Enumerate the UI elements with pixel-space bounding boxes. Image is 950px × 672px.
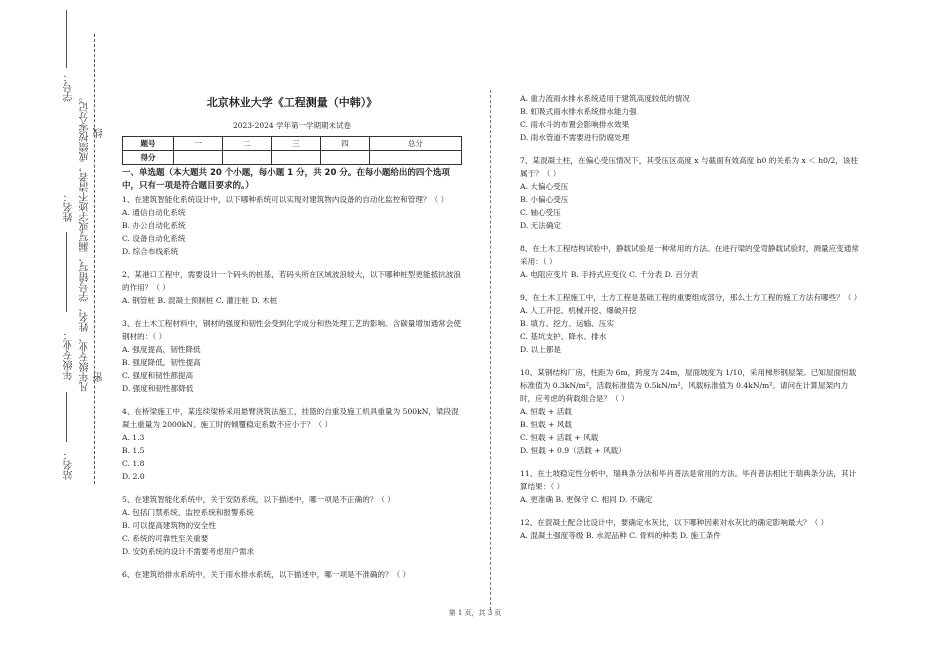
answer-option: C. 基坑支护、降水、排水 <box>520 332 607 341</box>
question-text: 12、在混凝土配合比设计中，要确定水灰比，以下哪种因素对水灰比的确定影响最大？（ ） <box>520 518 829 527</box>
question-text: 11、在土坡稳定性分析中，瑞典条分法和毕肖普法是常用的方法。毕肖普法相比于瑞典条分法，其计算结果：（ ） <box>520 469 857 491</box>
answer-option: A. 更准确 B. 更保守 C. 相同 D. 不确定 <box>520 495 653 504</box>
exam-room-label: 站名： <box>64 450 75 480</box>
answer-option: A. 电阻应变片 B. 手持式应变仪 C. 千分表 D. 百分表 <box>520 270 699 279</box>
column-divider <box>490 90 491 610</box>
score-table-header-row <box>123 137 462 151</box>
answer-option: A. 通信自动化系统 <box>122 208 186 217</box>
seal-dashed-line <box>94 34 95 484</box>
seal-mark-text: 密 <box>94 372 105 382</box>
score-blank-cell <box>369 151 461 165</box>
score-cell: 题号 <box>123 137 174 151</box>
page-footer: 第 1 页，共 3 页 <box>448 609 502 617</box>
name-label: 姓名： <box>64 192 75 222</box>
score-cell: 三 <box>271 137 320 151</box>
answer-option: B. 强度降低，韧性提高 <box>122 358 201 367</box>
answer-option: C. 系统的可靠性至关重要 <box>122 534 209 543</box>
question-item <box>122 405 462 483</box>
answer-option: A. 大偏心受压 <box>520 182 569 191</box>
question-text: 5、在建筑智能化系统中，关于安防系统，以下描述中，哪一项是不正确的？（ ） <box>122 495 396 504</box>
answer-option: D. 雨水管道不需要进行防腐处理 <box>520 133 630 142</box>
question-item <box>122 317 462 395</box>
question-item <box>520 366 860 457</box>
score-cell: 一 <box>174 137 223 151</box>
question-item <box>520 242 860 281</box>
section-heading: 一、单选题（本大题共 20 个小题，每小题 1 分，共 20 分。在每小题给出的四个选项中，只有一项是符合题目要求的。） <box>122 168 450 191</box>
question-text: 7、某混凝土柱，在偏心受压情况下，其受压区高度 x 与截面有效高度 h0 的关系为 x ＜ h0/2，该柱属于？（ ） <box>520 156 859 178</box>
answer-option: B. 办公自动化系统 <box>122 221 186 230</box>
answer-option: C. 设备自动化系统 <box>122 234 186 243</box>
student-id-blank <box>66 10 67 68</box>
left-question-list <box>122 193 462 581</box>
answer-option: C. 1.8 <box>122 459 145 468</box>
question-item <box>122 193 462 258</box>
answer-option: D. 恒载 + 0.9（活载 + 风载） <box>520 446 626 455</box>
answer-option: D. 安防系统的设计不需要考虑用户需求 <box>122 547 255 556</box>
score-cell: 四 <box>320 137 369 151</box>
answer-option: B. 小偏心受压 <box>520 195 569 204</box>
question-text: 3、在土木工程材料中，钢材的强度和韧性会受到化学成分和热处理工艺的影响。含碳量增加通常会使钢材的：（ ） <box>122 319 461 341</box>
binding-margin <box>0 0 110 672</box>
score-cell: 总分 <box>369 137 461 151</box>
question-text: 2、某港口工程中，需要设计一个码头的桩基，若码头所在区域波浪较大，以下哪种桩型更能抵抗波浪的作用？（ ） <box>122 270 461 292</box>
question-item <box>520 291 860 356</box>
answer-option: C. 轴心受压 <box>520 208 561 217</box>
score-table-score-row <box>123 151 462 165</box>
score-cell: 二 <box>222 137 271 151</box>
question-text: 6、在建筑给排水系统中，关于雨水排水系统，以下描述中，哪一项是不准确的？（ ） <box>122 570 411 579</box>
question-item <box>122 268 462 307</box>
right-question-list <box>520 92 860 542</box>
answer-option: D. 综合布线系统 <box>122 247 179 256</box>
answer-option: C. 恒载 + 活载 + 风载 <box>520 433 599 442</box>
student-id-label: 学号： <box>64 72 75 102</box>
name-blank <box>66 232 67 312</box>
score-blank-cell <box>174 151 223 165</box>
grade-major-label: 年级专业： <box>64 330 75 380</box>
score-blank-cell <box>320 151 369 165</box>
answer-option: A. 恒载 + 活载 <box>520 407 572 416</box>
binding-instruction: 凡年级专业、姓名、学号错写、漏写或字迹不清者，成绩按零分记。 <box>80 92 91 392</box>
seal-line-text: 线 <box>94 128 105 138</box>
answer-option: A. 1.3 <box>122 433 145 442</box>
question-text: 4、在桥梁施工中，某连续梁桥采用悬臂浇筑法施工，挂篮的自重及施工机具重量为 500kN，梁段混凝土重量为 2000kN。施工时的倾覆稳定系数不应小于？（ ） <box>122 407 459 429</box>
answer-option: C. 强度和韧性都提高 <box>122 371 194 380</box>
right-column <box>520 92 860 542</box>
exam-title: 北京林业大学《工程测量（中韩）》 <box>206 96 378 109</box>
answer-option: D. 2.0 <box>122 472 145 481</box>
answer-option: A. 人工开挖、机械开挖、爆破开挖 <box>520 306 637 315</box>
answer-option: A. 钢管桩 B. 混凝土预制桩 C. 灌注桩 D. 木桩 <box>122 296 278 305</box>
question-text: 8、在土木工程结构试验中，静载试验是一种常用的方法。在进行梁的受弯静载试验时，测量应变通常采用：（ ） <box>520 244 859 266</box>
question-text: 10、某钢结构厂房，柱距为 6m，跨度为 24m，屋面坡度为 1/10，采用梯形钢屋架。已知屋面恒载标准值为 0.3kN/m²，活载标准值为 0.5kN/m²，风载标准值为 0.4kN/m²。请问在计算屋架内力时，应考虑的荷载组合是？（ ） <box>520 368 857 403</box>
answer-option: B. 虹吸式雨水排水系统排水能力强 <box>520 107 637 116</box>
left-column <box>122 90 462 581</box>
answer-option: D. 以上都是 <box>520 345 562 354</box>
score-row-label: 得分 <box>123 151 174 165</box>
exam-subtitle: 2023-2024 学年第一学期期末试卷 <box>232 121 352 130</box>
answer-option: A. 混凝土强度等级 B. 水泥品种 C. 骨料的种类 D. 施工条件 <box>520 531 721 540</box>
answer-option: A. 包括门禁系统、监控系统和报警系统 <box>122 508 254 517</box>
answer-option: C. 雨水斗的布置会影响排水效果 <box>520 120 630 129</box>
score-blank-cell <box>271 151 320 165</box>
score-table <box>122 136 462 165</box>
answer-option: D. 强度和韧性都降低 <box>122 384 194 393</box>
answer-option: A. 强度提高，韧性降低 <box>122 345 201 354</box>
question-item <box>520 467 860 506</box>
answer-option: A. 重力流雨水排水系统适用于建筑高度较低的情况 <box>520 94 690 103</box>
question-text: 9、在土木工程施工中，土方工程是基础工程的重要组成部分，那么土方工程的施工方法有哪些？（ ） <box>520 293 862 302</box>
answer-option: B. 可以提高建筑物的安全性 <box>122 521 216 530</box>
question-text: 1、在建筑智能化系统设计中，以下哪种系统可以实现对建筑物内设备的自动化监控和管理？（ ） <box>122 195 449 204</box>
question-item <box>122 568 462 581</box>
question-item <box>520 516 860 542</box>
answer-option: B. 填方、挖方、运输、压实 <box>520 319 614 328</box>
answer-option: B. 恒载 + 风载 <box>520 420 572 429</box>
answer-option: D. 无法确定 <box>520 221 562 230</box>
question-item <box>520 92 860 144</box>
grade-major-blank <box>66 392 67 442</box>
answer-option: B. 1.5 <box>122 446 145 455</box>
question-item <box>520 154 860 232</box>
question-item <box>122 493 462 558</box>
score-blank-cell <box>222 151 271 165</box>
